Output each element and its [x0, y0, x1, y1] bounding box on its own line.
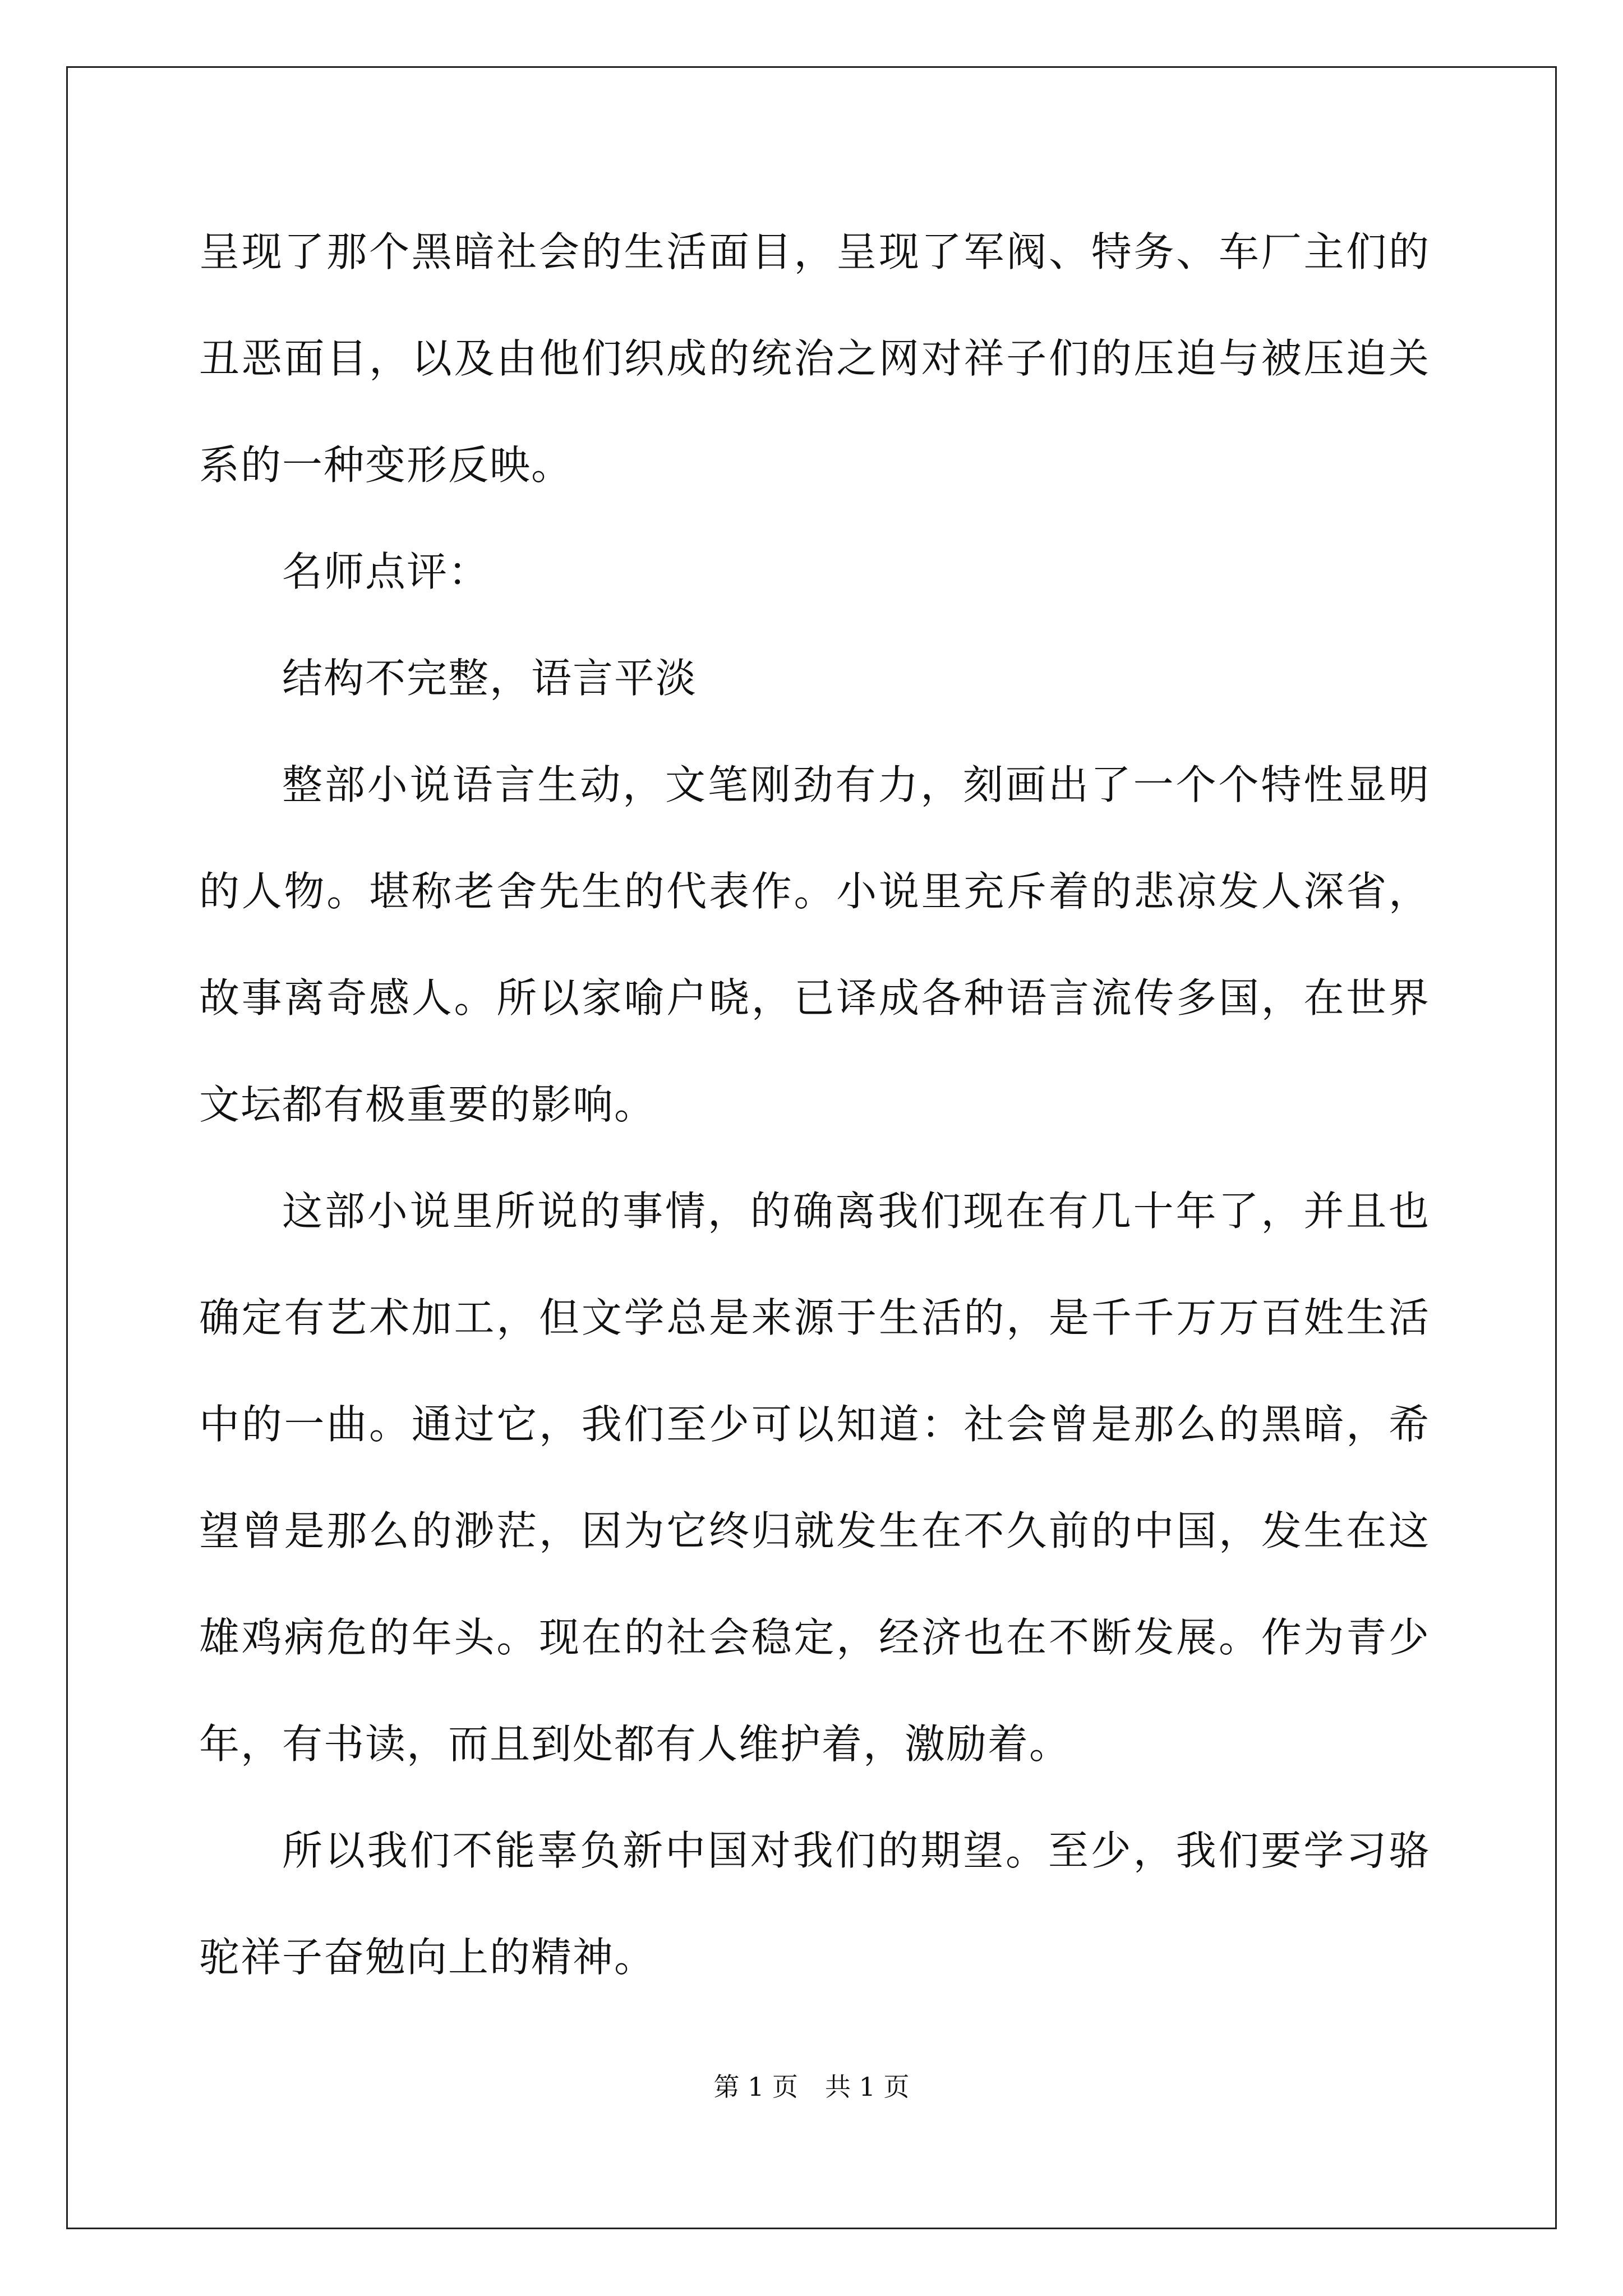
paragraph-4: 整部小说语言生动，文笔刚劲有力，刻画出了一个个特性显明的人物。堪称老舍先生的代表作。小说里充斥着的悲凉发人深省，故事离奇感人。所以家喻户晓，已译成各种语言流传多国，在世界文坛都有极重要的影响。: [199, 761, 1430, 1128]
paragraph-6: 所以我们不能辜负新中国对我们的期望。至少，我们要学习骆驼祥子奋勉向上的精神。: [199, 1827, 1430, 1981]
paragraph-3-comment: 结构不完整，语言平淡: [282, 655, 698, 702]
page-total: 共 1 页: [825, 2072, 910, 2102]
paragraph-2-heading: 名师点评：: [282, 548, 490, 595]
paragraph-1: 呈现了那个黑暗社会的生活面目，呈现了军阀、特务、车厂主们的丑恶面目，以及由他们织成的统治之网对祥子们的压迫与被压迫关系的一种变形反映。: [199, 228, 1430, 489]
document-body: [199, 209, 1430, 2010]
paragraph-5: 这部小说里所说的事情，的确离我们现在有几十年了，并且也确定有艺术加工，但文学总是来源于生活的，是千千万万百姓生活中的一曲。通过它，我们至少可以知道：社会曾是那么的黑暗，希望曾是那么的渺茫，因为它终归就发生在不久前的中国，发生在这雄鸡病危的年头。现在的社会稳定，经济也在不断发展。作为青少年，有书读，而且到处都有人维护着，激励着。: [199, 1188, 1430, 1768]
page-footer: [0, 2070, 1623, 2104]
page-number: 第 1 页: [713, 2072, 798, 2102]
